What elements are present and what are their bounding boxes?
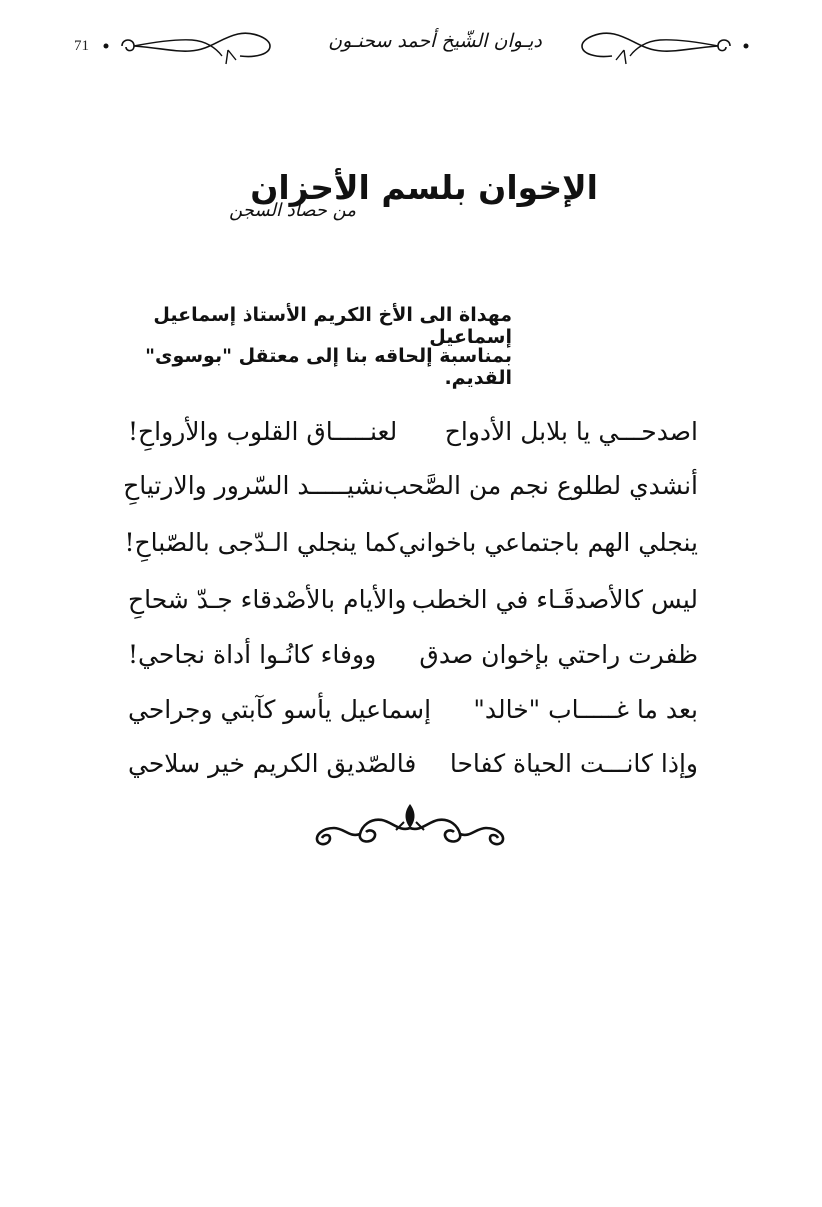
header-ornament-left: [100, 22, 280, 72]
verse-first-hemistich: بعد ما غـــــاب "خالد": [473, 695, 698, 724]
verse-second-hemistich: لعنـــــاق القلوب والأرواحِ!: [128, 417, 398, 446]
dedication-line: مهداة الى الأخ الكريم الأستاذ إسماعيل إسماعيل: [153, 304, 512, 348]
verse-first-hemistich: ظفرت راحتي بإخوان صدق: [419, 640, 698, 669]
verse-second-hemistich: نشيـــــد السّرور والارتياحِ: [123, 471, 384, 500]
verse-row: [123, 464, 698, 516]
verse-row: [128, 410, 698, 462]
verse-first-hemistich: وإذا كانـــت الحياة كفاحا: [449, 749, 698, 778]
header-ornament-right: [572, 22, 752, 72]
page-number: 71: [74, 38, 89, 54]
verse-second-hemistich: والأيام بالأصْدقاء جـدّ شحاحِ: [128, 585, 407, 614]
verse-row: [128, 633, 698, 685]
running-head: ديـوان الشّيخ أحمد سحنـون: [328, 30, 542, 52]
verse-row: [128, 688, 698, 740]
verse-first-hemistich: ليس كالأصدقَـاء في الخطب: [411, 585, 698, 614]
verse-second-hemistich: كما ينجلي الـدّجى بالصّباحِ!: [124, 528, 399, 557]
verse-first-hemistich: أنشدي لطلوع نجم من الصَّحب: [383, 471, 698, 500]
poem-subtitle: من حصاد السجن: [229, 200, 356, 221]
verse-second-hemistich: فالصّديق الكريم خير سلاحي: [128, 749, 417, 778]
poem-title: الإخوان بلسم الأحزان: [250, 168, 598, 207]
verse-first-hemistich: ينجلي الهم باجتماعي باخواني: [398, 528, 698, 557]
verse-first-hemistich: اصدحـــي يا بلابل الأدواح: [444, 417, 698, 446]
dedication-line: بمناسبة إلحاقه بنا إلى معتقل "بوسوى" القديم.: [145, 345, 512, 389]
verse-row: [128, 742, 698, 794]
verse-second-hemistich: إسماعيل يأسو كآبتي وجراحي: [128, 695, 432, 724]
verse-second-hemistich: ووفاء كانُـوا أداة نجاحي!: [128, 640, 377, 669]
verse-row: [124, 521, 698, 573]
footer-ornament: [300, 800, 520, 850]
verse-row: [128, 578, 698, 630]
